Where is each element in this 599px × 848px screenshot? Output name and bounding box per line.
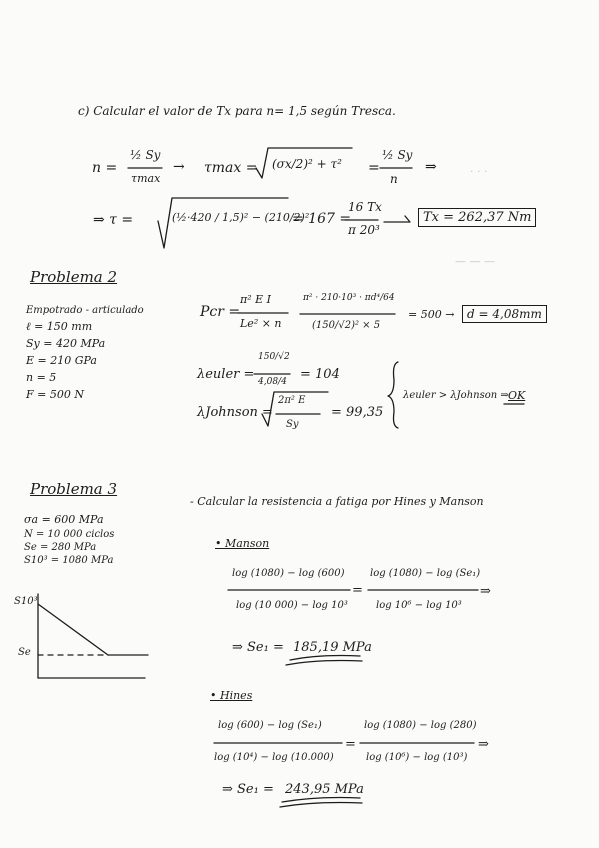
half-sy-numerator: ½ Sy <box>382 148 413 162</box>
arrow: → <box>173 159 185 175</box>
radical-sign <box>262 392 328 426</box>
tau-fraction-numerator: 16 Tx <box>348 200 382 214</box>
hines-result: 243,95 MPa <box>285 782 364 797</box>
manson-implies: ⇒ <box>480 584 491 599</box>
given-item: N = 10 000 ciclos <box>24 529 115 540</box>
given-item: Empotrado - articulado <box>26 305 144 316</box>
hines-right-numerator: log (1080) − log (280) <box>364 720 477 731</box>
part-c-statement: c) Calcular el valor de Tx para n= 1,5 según Tresca. <box>78 104 396 118</box>
lambda-johnson-value: = 99,35 <box>331 405 384 420</box>
radical-sign <box>158 198 288 248</box>
manson-right-denominator: log 10⁶ − log 10³ <box>376 600 462 611</box>
radical-sign <box>256 148 352 178</box>
pcr-middle-numerator: π² · 210·10³ · πd⁴/64 <box>303 293 395 303</box>
given-item: E = 210 GPa <box>26 354 97 367</box>
n-lhs: n = <box>92 160 118 176</box>
hines-left-numerator: log (600) − log (Se₁) <box>218 720 322 731</box>
underline <box>286 661 362 666</box>
manson-left-denominator: log (10 000) − log 10³ <box>236 600 348 611</box>
pcr-numerator: π² E I <box>240 293 272 306</box>
tau-root-expression: (½·420 / 1,5)² − (210/2)² <box>172 211 310 224</box>
pcr-denominator: Le² × n <box>240 317 282 330</box>
lambda-johnson-lhs: λJohnson = <box>197 405 273 420</box>
underline <box>290 656 360 661</box>
implies-arrow-stroke <box>384 216 410 222</box>
graph-label-se: Se <box>18 647 31 658</box>
lambda-johnson-root-denominator: Sy <box>286 419 299 430</box>
hines-implies: ⇒ <box>478 737 489 752</box>
hines-label: • Hines <box>210 689 253 702</box>
tx-result: Tx = 262,37 Nm <box>418 208 536 227</box>
problema-3-title: Problema 3 <box>30 480 118 498</box>
manson-left-numerator: log (1080) − log (600) <box>232 568 345 579</box>
lambda-euler-numerator: 150/√2 <box>258 352 290 362</box>
manson-equals: = <box>352 583 363 598</box>
underline <box>280 803 362 808</box>
n-fraction-denominator: τmax <box>131 172 161 185</box>
manson-label: • Manson <box>215 537 270 550</box>
manson-result: 185,19 MPa <box>293 640 372 655</box>
lambda-euler-value: = 104 <box>300 367 340 382</box>
manson-result-prefix: ⇒ Se₁ = <box>232 640 284 655</box>
lambda-comparison: λeuler > λJohnson ⇒ <box>403 390 509 401</box>
hines-left-denominator: log (10⁴) − log (10.000) <box>214 752 334 763</box>
tau-max-lhs: τmax = <box>204 160 258 176</box>
tau-fraction-denominator: π 20³ <box>348 223 380 237</box>
given-item: S10³ = 1080 MPa <box>24 555 114 566</box>
hines-equals: = <box>345 737 356 752</box>
problema-2-title: Problema 2 <box>30 268 118 286</box>
diameter-result: d = 4,08mm <box>462 305 547 323</box>
graph-label-s10-3: S10³ <box>14 596 38 607</box>
bleed-through-mark: — — — <box>455 255 495 268</box>
equals-sign: = <box>368 160 380 176</box>
lambda-euler-denominator: 4,08/4 <box>258 377 287 387</box>
brace <box>388 362 398 428</box>
pcr-lhs: Pcr = <box>200 304 241 320</box>
n-denominator: n <box>390 172 398 186</box>
manson-right-numerator: log (1080) − log (Se₁) <box>370 568 481 579</box>
underline <box>282 798 360 803</box>
hines-right-denominator: log (10⁶) − log (10³) <box>366 752 468 763</box>
given-item: σa = 600 MPa <box>24 513 104 526</box>
pcr-rhs: = 500 → <box>408 308 455 321</box>
bleed-through-mark: · · · <box>470 165 488 178</box>
tau-value: = 167 = <box>292 211 352 227</box>
tau-max-root-expression: (σx/2)² + τ² <box>272 157 342 171</box>
given-item: ℓ = 150 mm <box>26 320 93 333</box>
given-item: Sy = 420 MPa <box>26 337 106 350</box>
given-item: Se = 280 MPa <box>24 542 97 553</box>
lambda-euler-lhs: λeuler = <box>197 367 255 382</box>
implies-arrow: ⇒ <box>425 159 437 175</box>
hines-result-prefix: ⇒ Se₁ = <box>222 782 274 797</box>
ok-result: OK <box>508 389 526 402</box>
graph-sloped-line <box>38 604 108 655</box>
tau-lhs: ⇒ τ = <box>93 212 134 228</box>
n-fraction-numerator: ½ Sy <box>130 148 161 162</box>
given-item: F = 500 N <box>26 388 84 401</box>
given-item: n = 5 <box>26 371 57 384</box>
problema-3-task: - Calcular la resistencia a fatiga por Hines y Manson <box>190 495 484 508</box>
lambda-johnson-root-numerator: 2π² E <box>278 395 306 406</box>
pcr-middle-denominator: (150/√2)² × 5 <box>312 320 381 331</box>
